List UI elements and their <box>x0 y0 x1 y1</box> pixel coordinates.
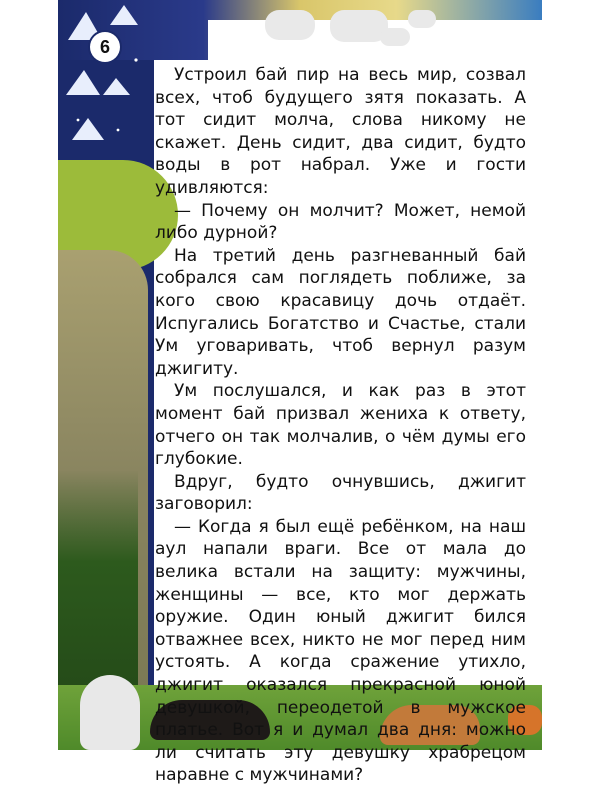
page-number: 6 <box>90 32 120 62</box>
white-horse-illustration <box>80 675 140 750</box>
story-text <box>155 64 526 787</box>
paragraph: Вдруг, будто очнувшись, джигит заговорил: <box>155 471 526 515</box>
paragraph: Устроил бай пир на весь мир, созвал всех, чтоб будущего зятя показать. А тот сидит молча, слова никому не скажет. День сидит, два сидит, будто воды в рот набрал. Уже и гости удивляются: <box>155 65 526 198</box>
sheep-illustration <box>380 28 410 46</box>
paragraph: — Почему он молчит? Может, немой либо дурной? <box>155 200 526 244</box>
paragraph: Ум послушался, и как раз в этот момент бай призвал жениха к ответу, отчего он так молчалив, о чём думы его глубокие. <box>155 381 526 470</box>
sheep-illustration <box>265 10 315 40</box>
paragraph: — Когда я был ещё ребёнком, на наш аул напали враги. Все от мала до велика встали на защиту: мужчины, женщины — все, кто мог держать оружие. Один юный джигит бился отважнее всех, никто не мог перед ним устоять. А когда сражение утихло, джигит оказался прекрасной юной девушкой, переодетой в мужское платье. Вот я и думал два дня: можно ли считать эту девушку храбрецом наравне с мужчинами? <box>155 516 526 786</box>
paragraph: На третий день разгневанный бай собрался сам поглядеть поближе, за кого свою красавицу дочь отдаёт. Испугались Богатство и Счастье, стали Ум уговаривать, чтоб вернул разум джигиту. <box>155 245 526 379</box>
sheep-illustration <box>408 10 436 28</box>
tall-grass-illustration <box>58 470 138 700</box>
